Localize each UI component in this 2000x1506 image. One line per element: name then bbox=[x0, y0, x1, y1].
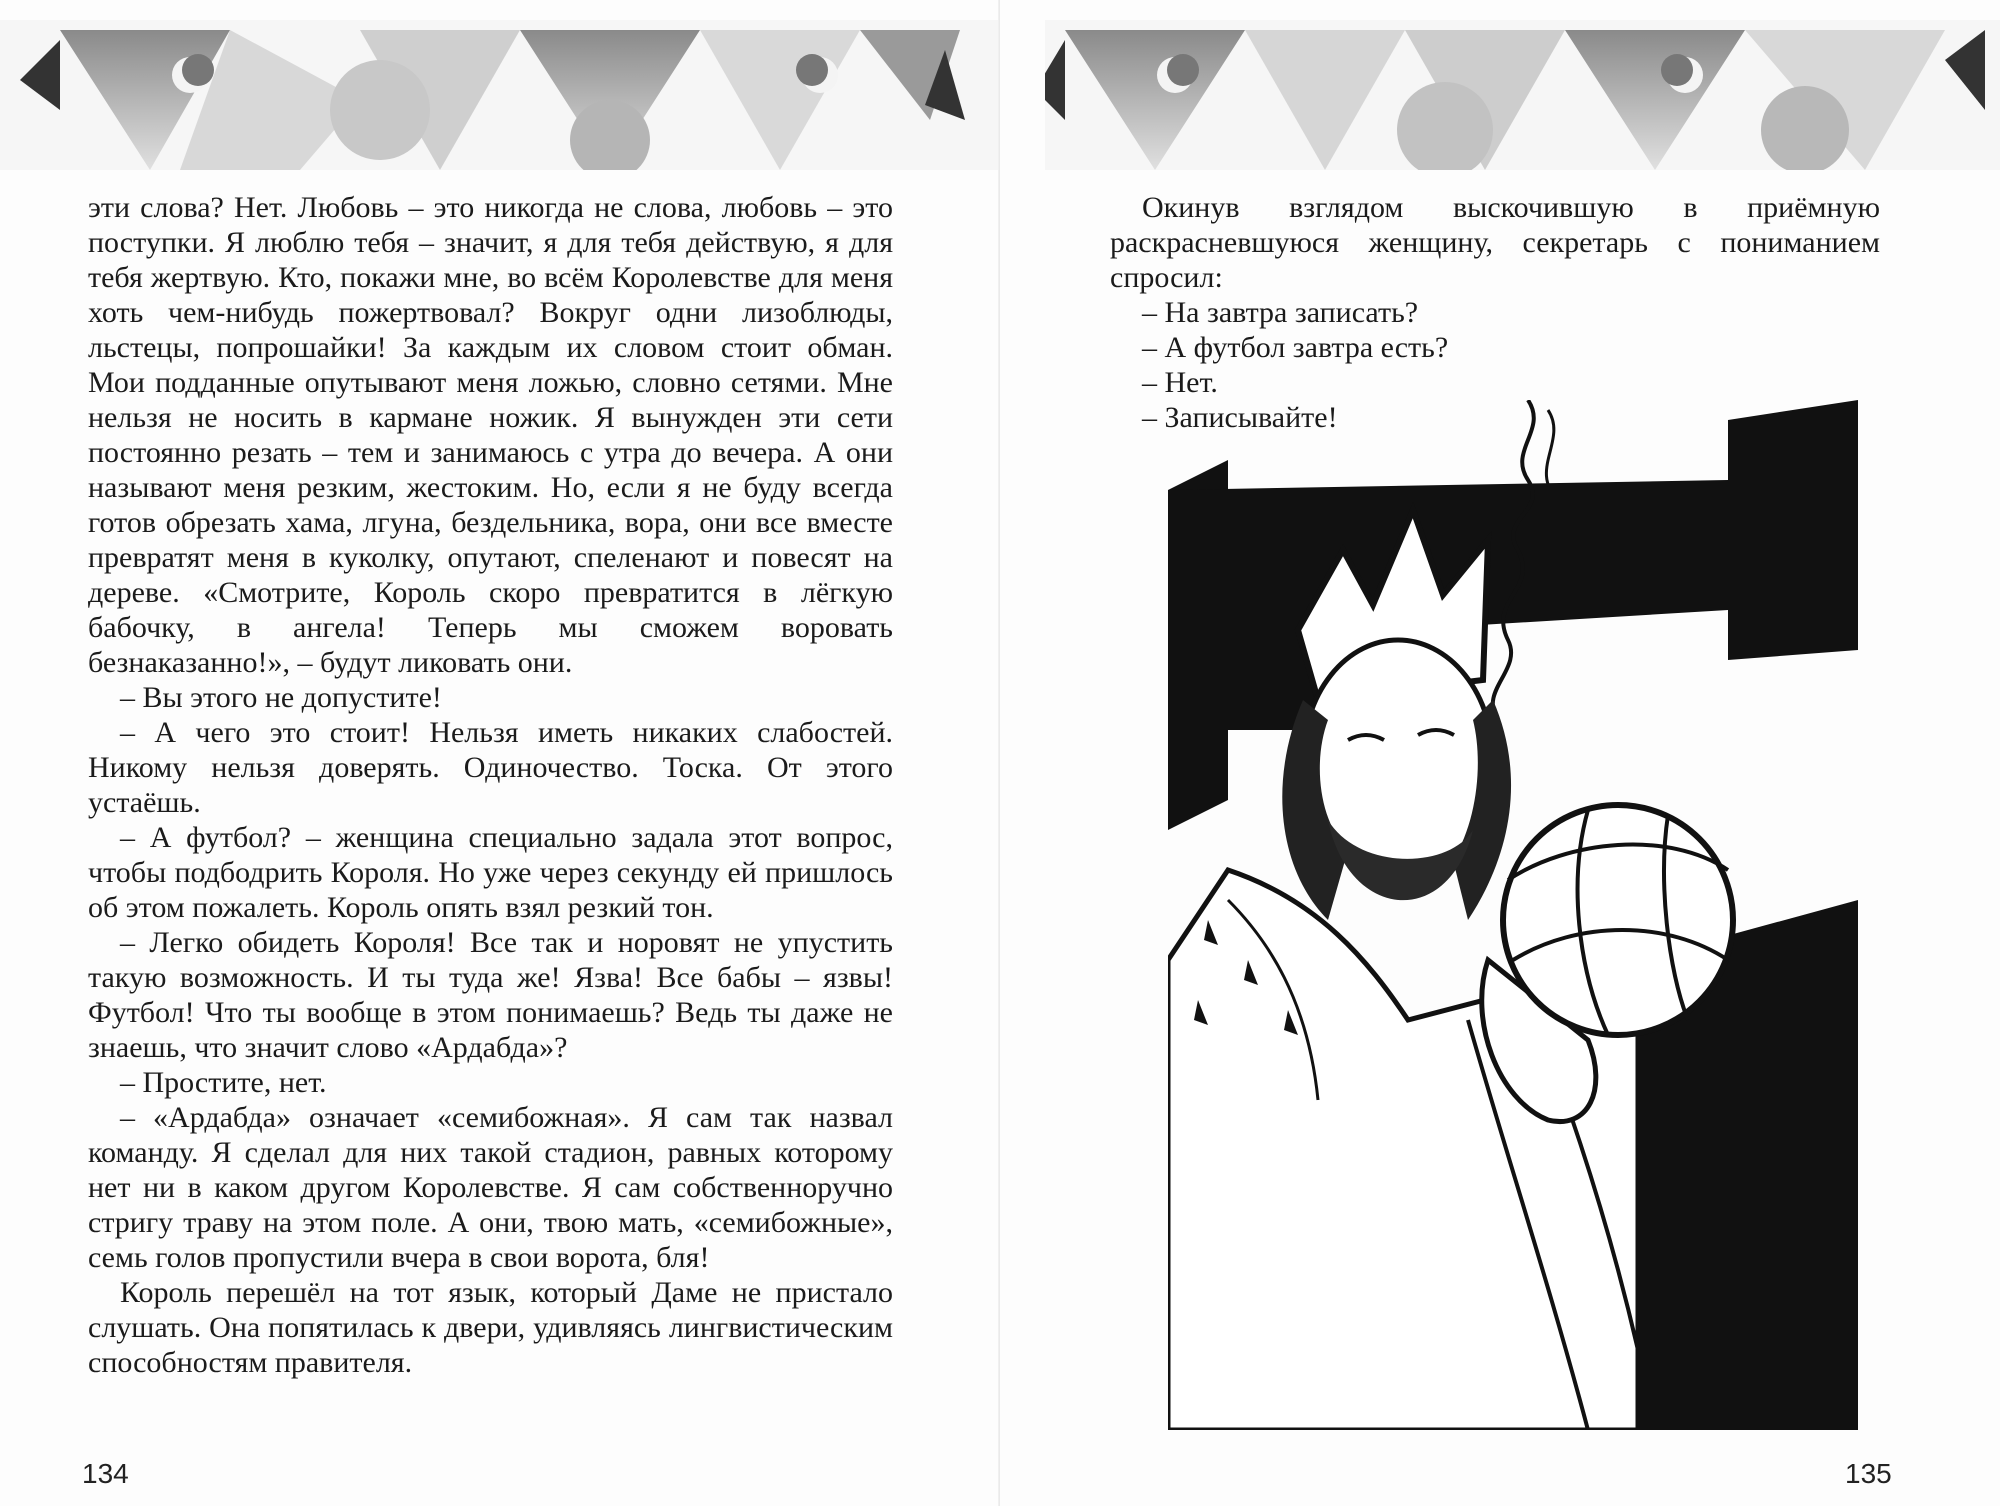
paragraph: – А футбол? – женщина специально задала этот вопрос, чтобы подбодрить Короля. Но уже через секунду ей пришлось об этом пожалеть. Король опять взял резкий тон. bbox=[88, 821, 893, 924]
paragraph: – Легко обидеть Короля! Все так и норовят не упустить такую возможность. И ты туда же! Язва! Все бабы – язвы! Футбол! Что ты вообще в этом понимаешь? Ведь ты даже не знаешь, что значит слово «Ардабда»? bbox=[88, 926, 893, 1064]
paragraph: – А чего это стоит! Нельзя иметь никаких слабостей. Никому нельзя доверять. Одиночество. Тоска. От этого устаёшь. bbox=[88, 716, 893, 819]
paragraph: – Простите, нет. bbox=[120, 1066, 327, 1099]
header-ornament-left bbox=[0, 20, 1000, 170]
paragraph: Король перешёл на тот язык, который Даме не пристало слушать. Она попятилась к двери, удивляясь лингвистическим способностям правителя. bbox=[88, 1276, 893, 1379]
paragraph: Окинув взглядом выскочившую в приёмную раскрасневшуюся женщину, секретарь с пониманием спросил: bbox=[1110, 191, 1880, 294]
king-with-ball-illustration bbox=[1168, 400, 1858, 1430]
left-page-text bbox=[88, 190, 893, 1380]
paragraph: – «Ардабда» означает «семибожная». Я сам так назвал команду. Я сделал для них такой стадион, равных которому нет ни в каком другом Королевстве. Я сам собственноручно стригу траву на этом поле. А они, твою мать, «семибожные», семь голов пропустили вчера в свои ворота, бля! bbox=[88, 1101, 893, 1274]
paragraph: – На завтра записать? bbox=[1142, 296, 1419, 329]
paragraph: – Нет. bbox=[1142, 366, 1218, 399]
paragraph: эти слова? Нет. Любовь – это никогда не слова, любовь – это поступки. Я люблю тебя – значит, я для тебя действую, я для тебя жертвую. Кто, покажи мне, во всём Королевстве для меня хоть чем-нибудь пожертвовал? Вокруг одни лизоблюды, льстецы, попрошайки! За каждым их словом стоит обман. Мои подданные опутывают меня ложью, словно сетями. Мне нельзя не носить в кармане ножик. Я вынужден эти сети постоянно резать – тем и занимаюсь с утра до вечера. А они называют меня резким, жестоким. Но, если я не буду всегда готов обрезать хама, лгуна, бездельника, вора, они все вместе превратят меня в куколку, опутают, спеленают и повесят на дереве. «Смотрите, Король скоро превратится в лёгкую бабочку, в ангела! Теперь мы сможем воровать безнаказанно!», – будут ликовать они. bbox=[88, 191, 893, 679]
header-ornament-right bbox=[1045, 20, 2000, 170]
page-number: 134 bbox=[82, 1458, 129, 1489]
paragraph: – Записывайте! bbox=[1142, 401, 1338, 434]
right-page-text bbox=[1110, 190, 1880, 435]
paragraph: – А футбол завтра есть? bbox=[1142, 331, 1449, 364]
paragraph: – Вы этого не допустите! bbox=[120, 681, 442, 714]
page-number: 135 bbox=[1845, 1458, 1892, 1489]
right-page bbox=[1000, 0, 2000, 1506]
